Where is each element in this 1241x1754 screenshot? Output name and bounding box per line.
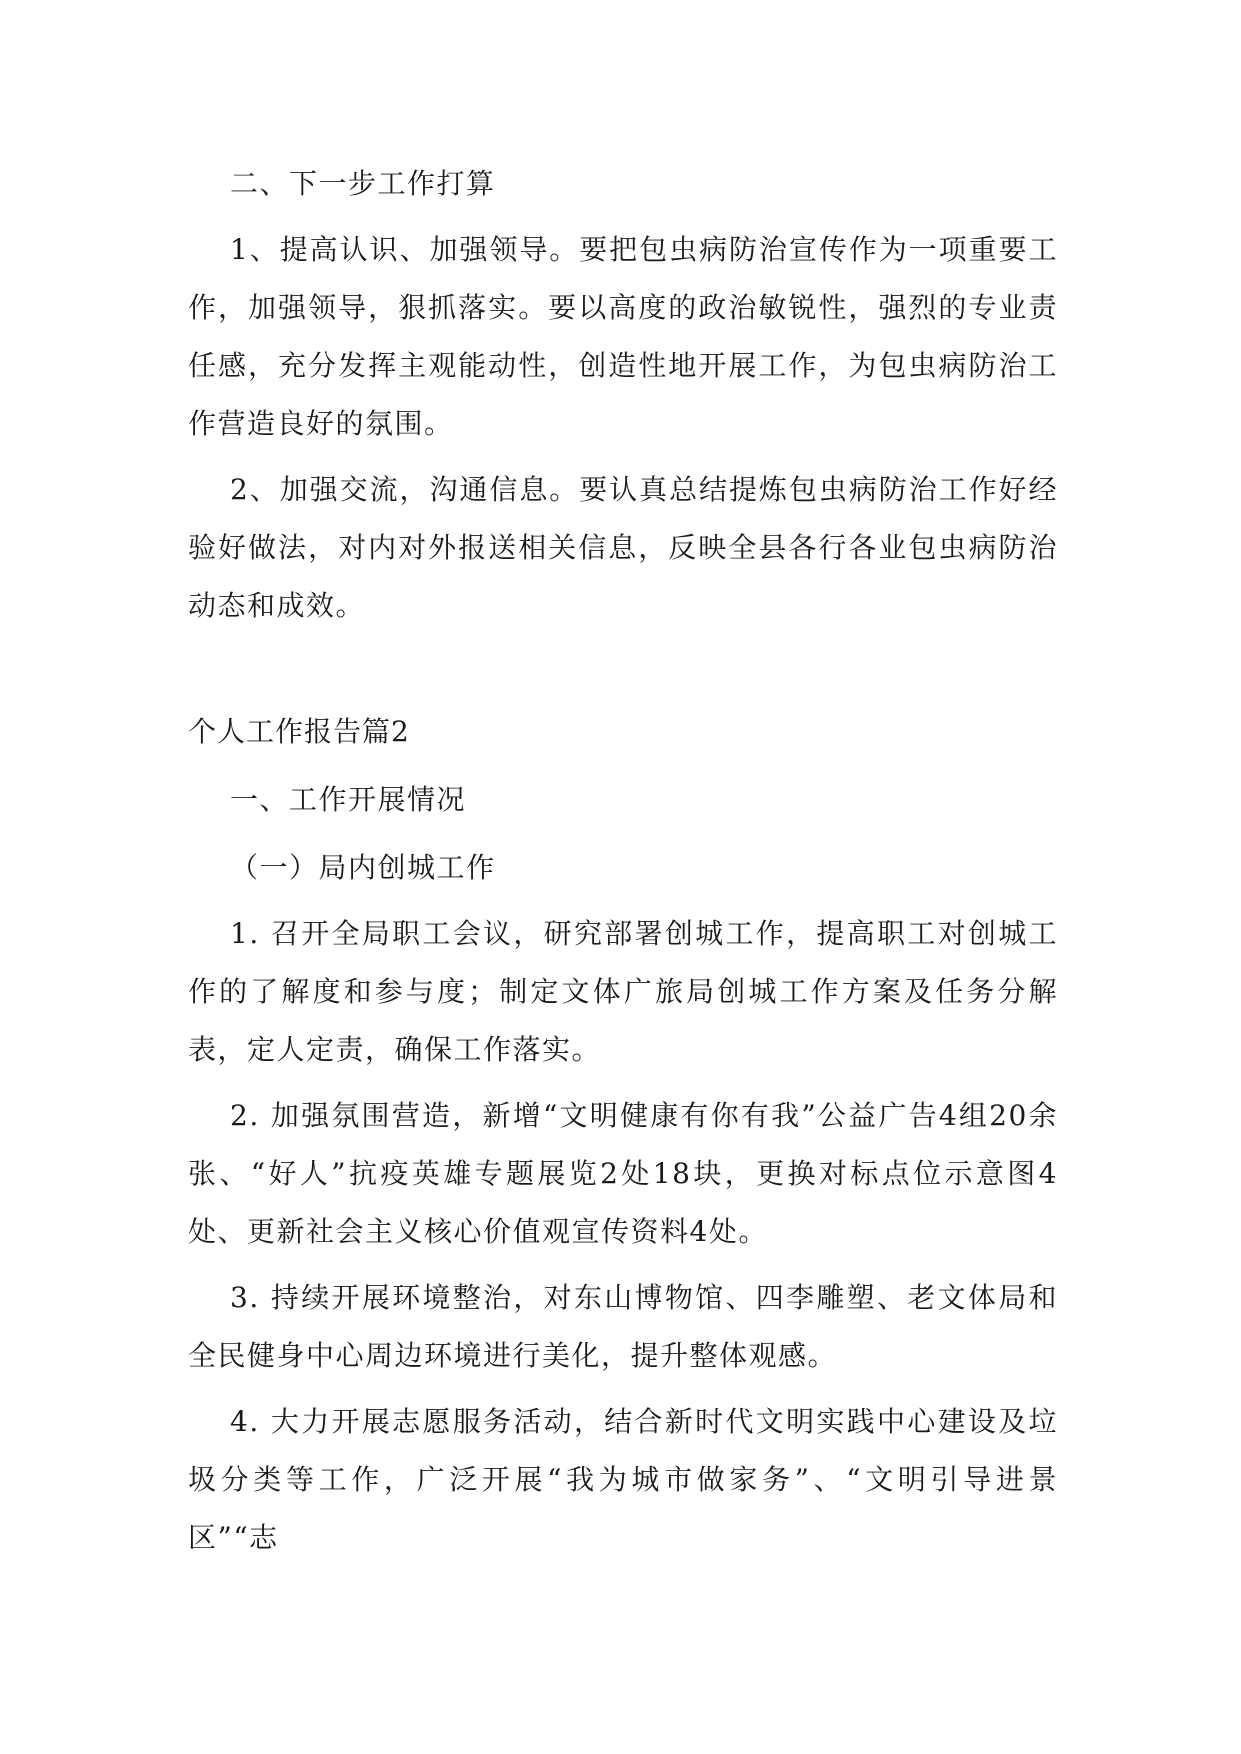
paragraph: 2、加强交流，沟通信息。要认真总结提炼包虫病防治工作好经验好做法，对内对外报送相关信息，反映全县各行各业包虫病防治动态和成效。 <box>188 473 1058 622</box>
subsection-heading: （一）局内创城工作 <box>230 851 496 884</box>
section-heading: 二、下一步工作打算 <box>230 167 496 200</box>
paragraph: 1、提高认识、加强领导。要把包虫病防治宣传作为一项重要工作，加强领导，狠抓落实。要以高度的政治敏锐性，强烈的专业责任感，充分发挥主观能动性，创造性地开展工作，为包虫病防治工作营造良好的氛围。 <box>188 233 1058 440</box>
paragraph: 2. 加强氛围营造，新增“文明健康有你有我”公益广告4组20余张、“好人”抗疫英雄专题展览2处18块，更换对标点位示意图4处、更新社会主义核心价值观宣传资料4处。 <box>188 1099 1058 1248</box>
document-body <box>188 155 1058 1567</box>
section-spacer <box>188 635 1058 703</box>
paragraph: 1. 召开全局职工会议，研究部署创城工作，提高职工对创城工作的了解度和参与度；制定文体广旅局创城工作方案及任务分解表，定人定责，确保工作落实。 <box>188 917 1058 1066</box>
paragraph: 3. 持续开展环境整治，对东山博物馆、四李雕塑、老文体局和全民健身中心周边环境进行美化，提升整体观感。 <box>188 1281 1058 1372</box>
report-title: 个人工作报告篇2 <box>188 715 410 748</box>
paragraph: 4. 大力开展志愿服务活动，结合新时代文明实践中心建设及垃圾分类等工作，广泛开展“我为城市做家务”、“文明引导进景区”“志 <box>188 1405 1058 1554</box>
section-heading: 一、工作开展情况 <box>230 783 467 816</box>
